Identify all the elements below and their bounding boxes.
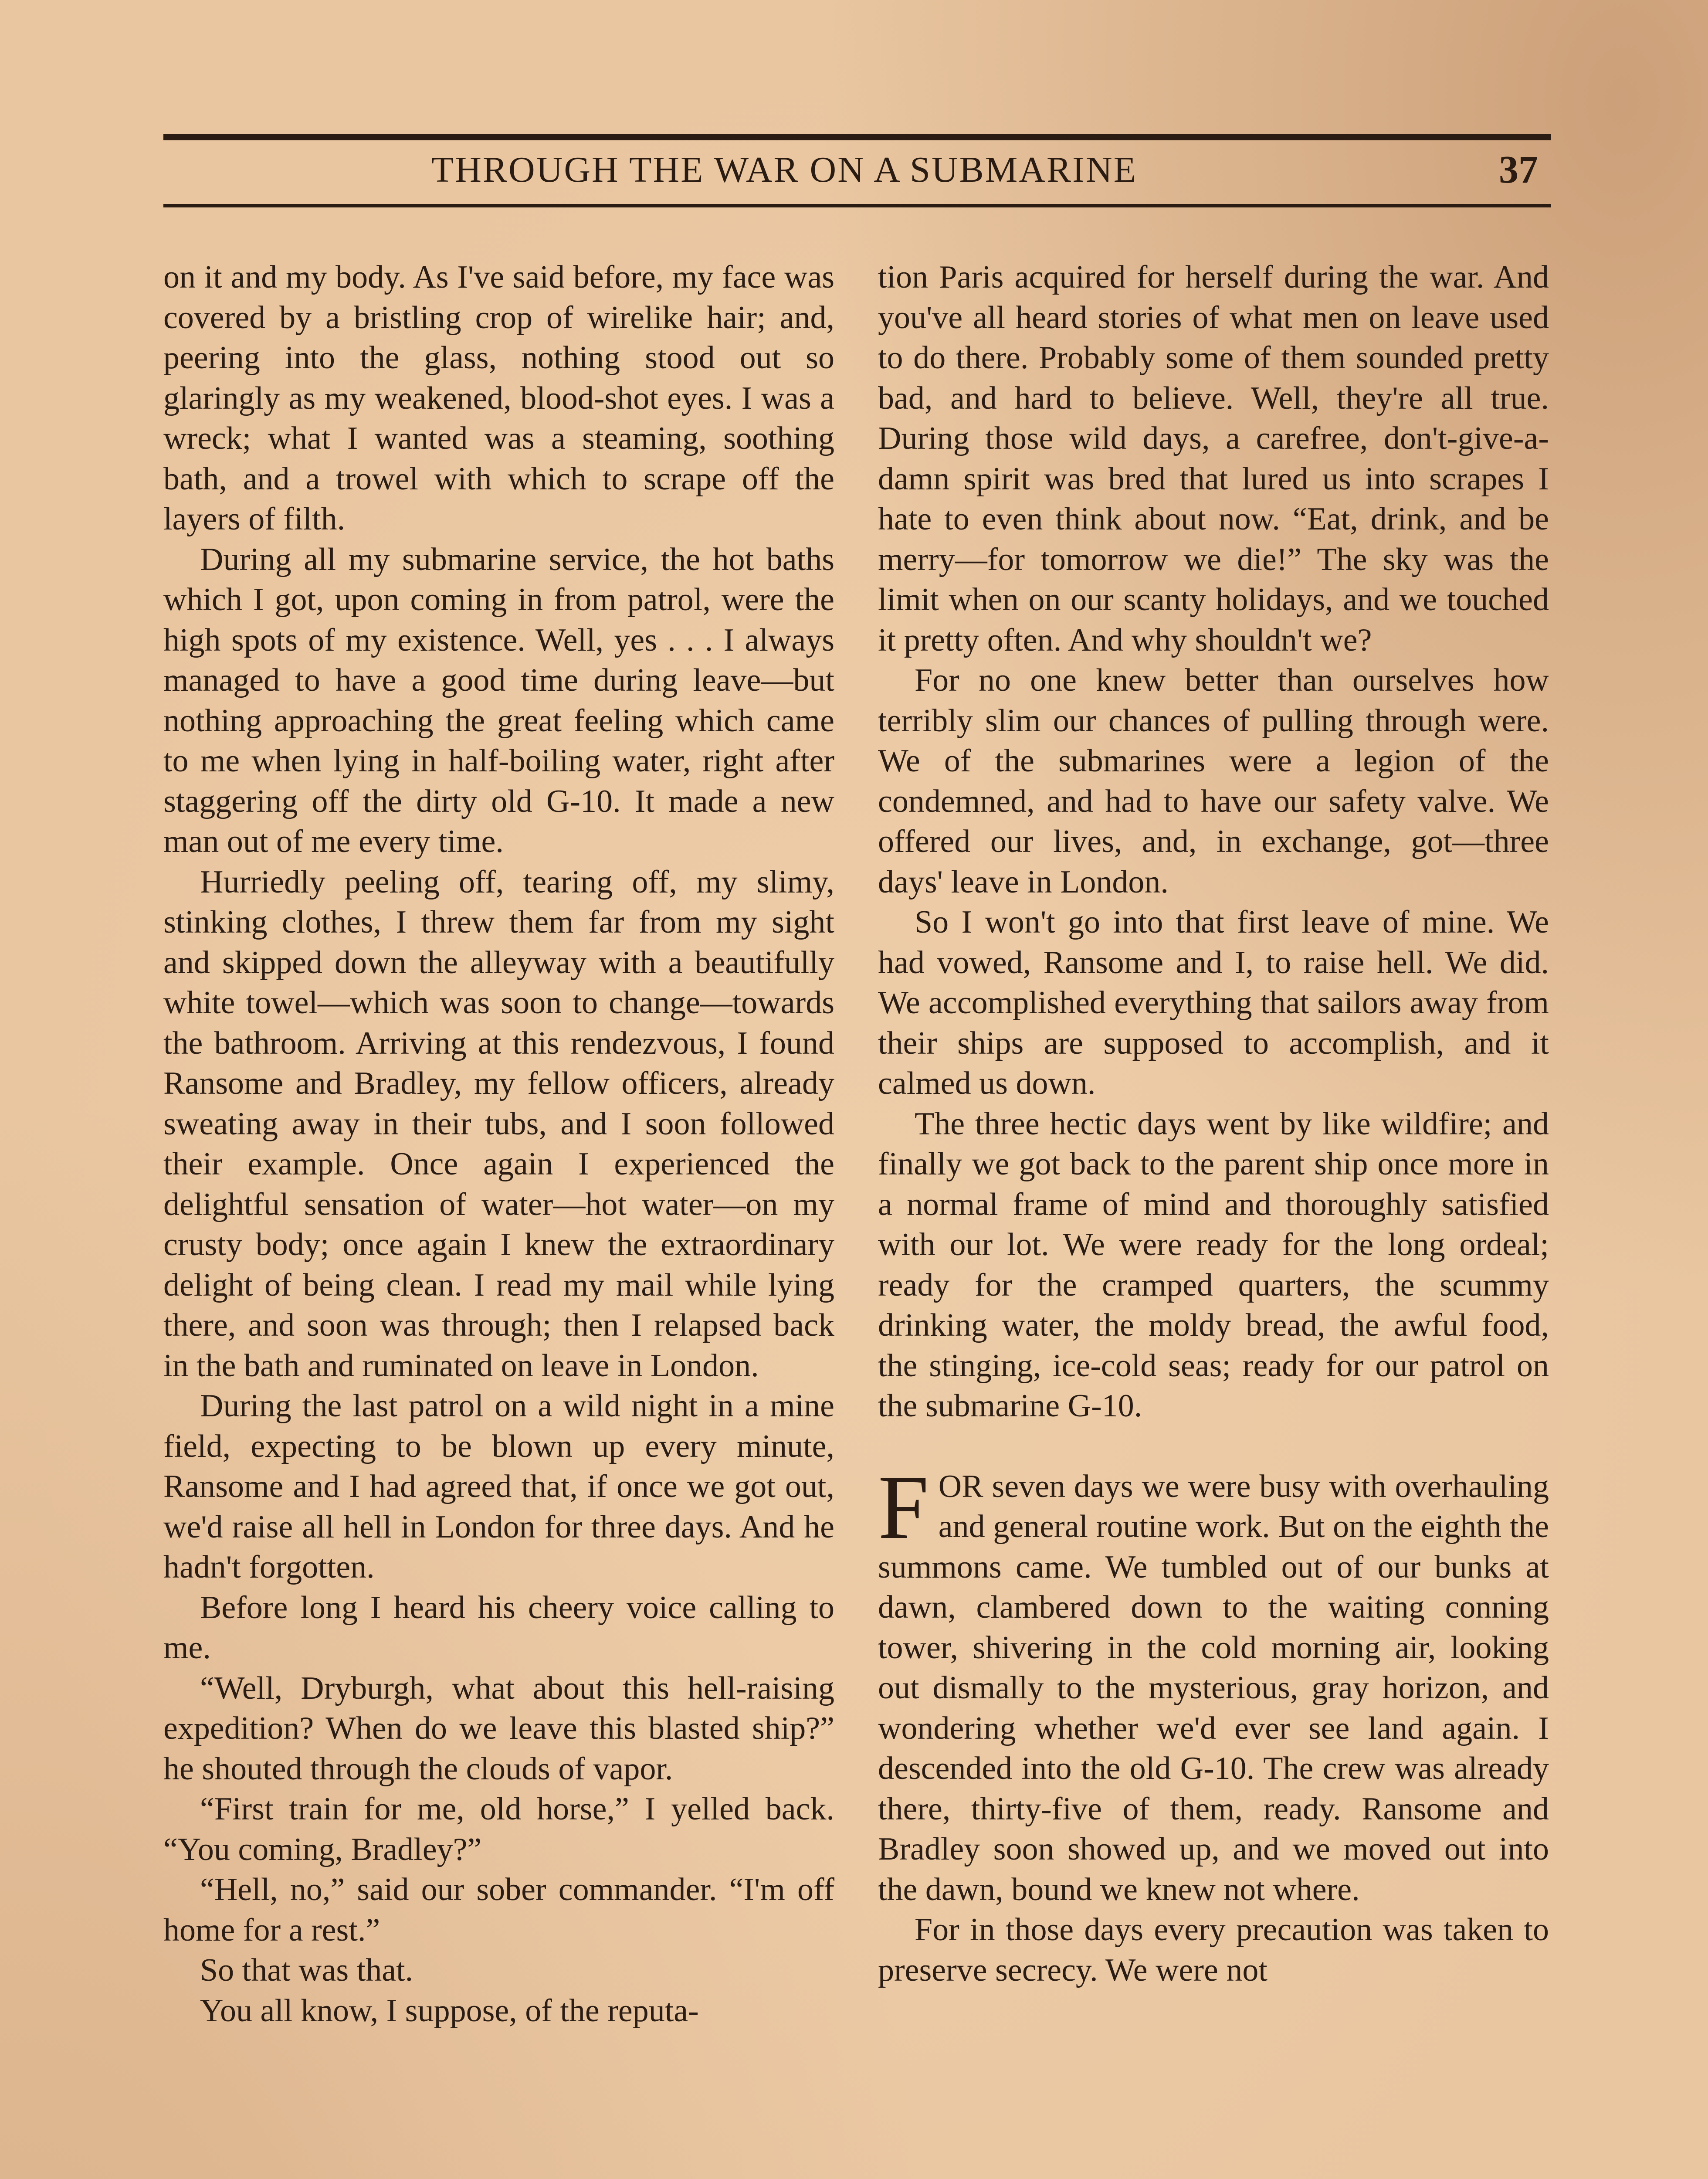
header-rule-top (163, 134, 1551, 140)
paragraph: For in those days every precaution was taken to preserve secrecy. We were not (878, 1912, 1549, 1988)
paragraph: on it and my body. As I've said before, my face was covered by a bristling crop of wirelike hair; and, peering into the glass, nothing stood out so glaringly as my weakened, blood-shot eyes. I was a wreck; what I wanted was a steaming, soothing bath, and a trowel with which to scrape off the layers of filth. (163, 259, 834, 537)
paragraph: Before long I heard his cheery voice calling to me. (163, 1589, 834, 1666)
paragraph: During all my submarine service, the hot baths which I got, upon coming in from patrol, were the high spots of my existence. Well, yes . . . I always managed to have a good time during leave—but nothing approaching the great feeling which came to me when lying in half-boiling water, right after staggering off the dirty old G-10. It made a new man out of me every time. (163, 541, 834, 859)
paragraph: “Well, Dryburgh, what about this hell-raising expedition? When do we leave this blasted ship?” he shouted through the clouds of vapor. (163, 1670, 834, 1787)
paragraph: The three hectic days went by like wildfire; and finally we got back to the parent ship once more in a normal frame of mind and thoroughly satisfied with our lot. We were ready for the long ordeal; ready for the cramped quarters, the scummy drinking water, the moldy bread, the awful food, the stinging, ice-cold seas; ready for our patrol on the submarine G-10. (878, 1106, 1549, 1424)
paragraph: So I won't go into that first leave of mine. We had vowed, Ransome and I, to raise hell. We did. We accomplished everything that sailors away from their ships are supposed to accomplish, and it calmed us down. (878, 904, 1549, 1101)
page-number: 37 (1499, 148, 1538, 191)
drop-cap: F (878, 1456, 929, 1558)
header-rule-bottom (163, 204, 1551, 207)
paragraph: tion Paris acquired for herself during the war. And you've all heard stories of what men on leave used to do there. Probably some of them sounded pretty bad, and hard to believe. Well, they're all true. During those wild days, a carefree, don't-give-a-damn spirit was bred that lured us into scrapes I hate to even think about now. “Eat, drink, and be merry—for tomorrow we die!” The sky was the limit when on our scanty holidays, and we touched it pretty often. And why shouldn't we? (878, 259, 1549, 658)
paragraph: For no one knew better than ourselves how terribly slim our chances of pulling through were. We of the submarines were a legion of the condemned, and had to have our safety valve. We offered our lives, and, in exchange, got—three days' leave in London. (878, 662, 1549, 900)
right-column (878, 257, 1549, 1990)
section-opening-paragraph (878, 1456, 1549, 1910)
left-column (163, 257, 834, 2031)
section-opening-text: OR seven days we were busy with overhauling and general routine work. But on the eighth the summons came. We tumbled out of our bunks at dawn, clambered down to the waiting conning tower, shivering in the cold morning air, looking out dismally to the mysterious, gray horizon, and wondering whether we'd ever see land again. I descended into the old G-10. The crew was already there, thirty-five of them, ready. Ransome and Bradley soon showed up, and we moved out into the dawn, bound we knew not where. (878, 1468, 1549, 1907)
paragraph: Hurriedly peeling off, tearing off, my slimy, stinking clothes, I threw them far from my sight and skipped down the alleyway with a beautifully white towel—which was soon to change—towards the bathroom. Arriving at this rendezvous, I found Ransome and Bradley, my fellow officers, already sweating away in their tubs, and I soon followed their example. Once again I experienced the delightful sensation of water—hot water—on my crusty body; once again I knew the extraordinary delight of being clean. I read my mail while lying there, and soon was through; then I relapsed back in the bath and ruminated on leave in London. (163, 864, 834, 1384)
paragraph: “Hell, no,” said our sober commander. “I'm off home for a rest.” (163, 1872, 834, 1948)
paragraph: During the last patrol on a wild night in a mine field, expecting to be blown up every minute, Ransome and I had agreed that, if once we got out, we'd raise all hell in London for three days. And he hadn't forgotten. (163, 1388, 834, 1585)
paragraph: So that was that. (200, 1952, 413, 1988)
running-title: THROUGH THE WAR ON A SUBMARINE (431, 149, 1138, 190)
paragraph: You all know, I suppose, of the reputa- (200, 1992, 699, 2029)
paragraph: “First train for me, old horse,” I yelled back. “You coming, Bradley?” (163, 1791, 834, 1867)
